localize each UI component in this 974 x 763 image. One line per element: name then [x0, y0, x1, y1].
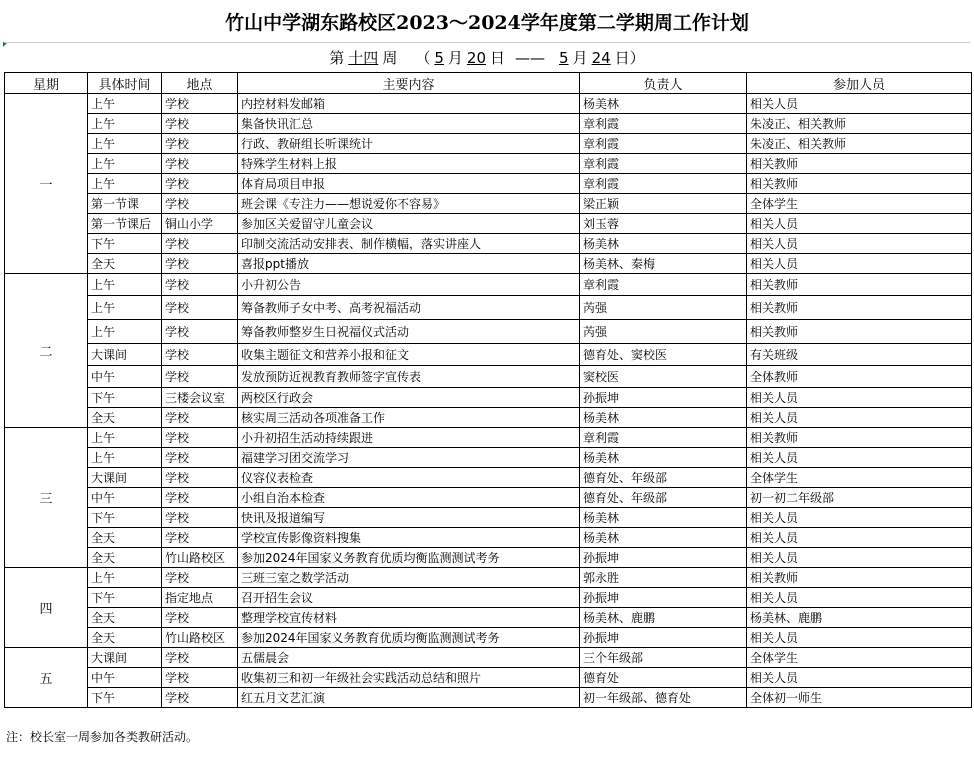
participants-cell: 相关人员 [747, 588, 972, 608]
participants-cell: 相关人员 [747, 508, 972, 528]
table-row [5, 608, 972, 628]
location-cell: 学校 [162, 528, 238, 548]
content-cell: 仪容仪表检查 [238, 468, 580, 488]
owner-cell: 杨美林、鹿鹏 [580, 608, 747, 628]
table-row [5, 648, 972, 668]
owner-cell: 孙振坤 [580, 388, 747, 408]
location-cell: 学校 [162, 488, 238, 508]
day-cell: 一 [5, 94, 88, 274]
table-row [5, 194, 972, 214]
content-cell: 参加2024年国家义务教育优质均衡监测测试考务 [238, 628, 580, 648]
content-cell: 内控材料发邮箱 [238, 94, 580, 114]
content-cell: 快讯及报道编写 [238, 508, 580, 528]
owner-cell: 孙振坤 [580, 628, 747, 648]
content-cell: 参加区关爱留守儿童会议 [238, 214, 580, 234]
owner-cell: 孙振坤 [580, 548, 747, 568]
time-cell: 上午 [88, 174, 162, 194]
close-paren: ） [629, 49, 645, 67]
participants-cell: 全体学生 [747, 648, 972, 668]
end-month: 5 [559, 48, 569, 67]
content-cell: 喜报ppt播放 [238, 254, 580, 274]
owner-cell: 芮强 [580, 320, 747, 344]
participants-cell: 朱凌正、相关教师 [747, 114, 972, 134]
location-cell: 学校 [162, 154, 238, 174]
table-row [5, 588, 972, 608]
start-month: 5 [434, 48, 444, 67]
participants-cell: 全体学生 [747, 468, 972, 488]
location-cell: 学校 [162, 296, 238, 320]
content-cell: 筹备教师整岁生日祝福仪式活动 [238, 320, 580, 344]
header-content: 主要内容 [238, 73, 580, 94]
time-cell: 上午 [88, 568, 162, 588]
participants-cell: 全体初一师生 [747, 688, 972, 708]
participants-cell: 相关教师 [747, 428, 972, 448]
title-text: 竹山中学湖东路校区2023～2024学年度第二学期周工作计划 [225, 11, 749, 34]
time-cell: 全天 [88, 548, 162, 568]
owner-cell: 杨美林 [580, 408, 747, 428]
location-cell: 学校 [162, 668, 238, 688]
location-cell: 学校 [162, 688, 238, 708]
table-row [5, 296, 972, 320]
location-cell: 学校 [162, 366, 238, 388]
participants-cell: 相关人员 [747, 548, 972, 568]
header-day: 星期 [5, 73, 88, 94]
end-day-label: 日 [614, 49, 630, 67]
header-owner: 负责人 [580, 73, 747, 94]
time-cell: 上午 [88, 296, 162, 320]
content-cell: 福建学习团交流学习 [238, 448, 580, 468]
owner-cell: 芮强 [580, 296, 747, 320]
table-row [5, 174, 972, 194]
participants-cell: 相关人员 [747, 628, 972, 648]
table-row [5, 508, 972, 528]
content-cell: 三班三室之数学活动 [238, 568, 580, 588]
participants-cell: 相关教师 [747, 296, 972, 320]
owner-cell: 杨美林 [580, 528, 747, 548]
day-cell: 二 [5, 274, 88, 428]
owner-cell: 梁正颖 [580, 194, 747, 214]
participants-cell: 全体学生 [747, 194, 972, 214]
time-cell: 中午 [88, 366, 162, 388]
content-cell: 小升初公告 [238, 274, 580, 296]
location-cell: 学校 [162, 274, 238, 296]
participants-cell: 有关班级 [747, 344, 972, 366]
participants-cell: 杨美林、鹿鹏 [747, 608, 972, 628]
time-cell: 下午 [88, 388, 162, 408]
table-row [5, 448, 972, 468]
owner-cell: 杨美林 [580, 508, 747, 528]
participants-cell: 相关人员 [747, 388, 972, 408]
time-cell: 中午 [88, 488, 162, 508]
location-cell: 学校 [162, 428, 238, 448]
table-row [5, 254, 972, 274]
location-cell: 学校 [162, 320, 238, 344]
table-row [5, 528, 972, 548]
open-paren: （ [415, 49, 431, 67]
content-cell: 红五月文艺汇演 [238, 688, 580, 708]
owner-cell: 章利霞 [580, 114, 747, 134]
table-row [5, 274, 972, 296]
table-row [5, 234, 972, 254]
time-cell: 下午 [88, 508, 162, 528]
table-row [5, 344, 972, 366]
location-cell: 学校 [162, 194, 238, 214]
content-cell: 班会课《专注力——想说爱你不容易》 [238, 194, 580, 214]
time-cell: 下午 [88, 688, 162, 708]
location-cell: 学校 [162, 134, 238, 154]
owner-cell: 三个年级部 [580, 648, 747, 668]
time-cell: 上午 [88, 448, 162, 468]
content-cell: 小升初招生活动持续跟进 [238, 428, 580, 448]
time-cell: 上午 [88, 320, 162, 344]
location-cell: 铜山小学 [162, 214, 238, 234]
week-suffix: 周 [382, 49, 398, 67]
location-cell: 学校 [162, 234, 238, 254]
owner-cell: 杨美林 [580, 94, 747, 114]
location-cell: 指定地点 [162, 588, 238, 608]
table-row [5, 568, 972, 588]
table-row [5, 408, 972, 428]
time-cell: 上午 [88, 114, 162, 134]
content-cell: 体育局项目申报 [238, 174, 580, 194]
content-cell: 集备快讯汇总 [238, 114, 580, 134]
participants-cell: 相关人员 [747, 94, 972, 114]
day-cell: 五 [5, 648, 88, 708]
participants-cell: 朱凌正、相关教师 [747, 134, 972, 154]
participants-cell: 相关教师 [747, 320, 972, 344]
owner-cell: 窦校医 [580, 366, 747, 388]
table-row [5, 114, 972, 134]
start-day: 20 [466, 48, 486, 67]
day-cell: 三 [5, 428, 88, 568]
end-day: 24 [591, 48, 611, 67]
start-month-label: 月 [447, 49, 463, 67]
content-cell: 小组自治本检查 [238, 488, 580, 508]
schedule-table [4, 72, 972, 708]
table-row [5, 94, 972, 114]
time-cell: 全天 [88, 528, 162, 548]
content-cell: 收集主题征文和营养小报和征文 [238, 344, 580, 366]
content-cell: 核实周三活动各项准备工作 [238, 408, 580, 428]
time-cell: 上午 [88, 154, 162, 174]
owner-cell: 章利霞 [580, 274, 747, 296]
header-row [5, 73, 972, 94]
time-cell: 下午 [88, 588, 162, 608]
table-row [5, 668, 972, 688]
participants-cell: 相关教师 [747, 274, 972, 296]
owner-cell: 杨美林、秦梅 [580, 254, 747, 274]
table-row [5, 388, 972, 408]
time-cell: 第一节课 [88, 194, 162, 214]
content-cell: 参加2024年国家义务教育优质均衡监测测试考务 [238, 548, 580, 568]
participants-cell: 相关教师 [747, 568, 972, 588]
content-cell: 两校区行政会 [238, 388, 580, 408]
location-cell: 学校 [162, 608, 238, 628]
participants-cell: 相关人员 [747, 528, 972, 548]
time-cell: 上午 [88, 274, 162, 296]
content-cell: 行政、教研组长听课统计 [238, 134, 580, 154]
time-cell: 大课间 [88, 648, 162, 668]
table-row [5, 468, 972, 488]
owner-cell: 德育处 [580, 668, 747, 688]
participants-cell: 相关人员 [747, 408, 972, 428]
table-row [5, 628, 972, 648]
location-cell: 学校 [162, 648, 238, 668]
time-cell: 大课间 [88, 468, 162, 488]
table-row [5, 428, 972, 448]
participants-cell: 相关人员 [747, 214, 972, 234]
location-cell: 学校 [162, 448, 238, 468]
week-number: 十四 [348, 49, 379, 67]
location-cell: 三楼会议室 [162, 388, 238, 408]
table-row [5, 320, 972, 344]
participants-cell: 相关人员 [747, 234, 972, 254]
time-cell: 全天 [88, 608, 162, 628]
owner-cell: 孙振坤 [580, 588, 747, 608]
content-cell: 筹备教师子女中考、高考祝福活动 [238, 296, 580, 320]
time-cell: 上午 [88, 428, 162, 448]
location-cell: 学校 [162, 94, 238, 114]
time-cell: 大课间 [88, 344, 162, 366]
table-row [5, 134, 972, 154]
table-row [5, 488, 972, 508]
participants-cell: 相关人员 [747, 254, 972, 274]
location-cell: 学校 [162, 508, 238, 528]
table-row [5, 688, 972, 708]
owner-cell: 初一年级部、德育处 [580, 688, 747, 708]
header-participants: 参加人员 [747, 73, 972, 94]
owner-cell: 德育处、窦校医 [580, 344, 747, 366]
time-cell: 下午 [88, 234, 162, 254]
content-cell: 特殊学生材料上报 [238, 154, 580, 174]
table-row [5, 154, 972, 174]
owner-cell: 德育处、年级部 [580, 468, 747, 488]
table-row [5, 548, 972, 568]
day-cell: 四 [5, 568, 88, 648]
location-cell: 竹山路校区 [162, 628, 238, 648]
location-cell: 学校 [162, 468, 238, 488]
participants-cell: 相关教师 [747, 154, 972, 174]
header-time: 具体时间 [88, 73, 162, 94]
time-cell: 全天 [88, 408, 162, 428]
content-cell: 召开招生会议 [238, 588, 580, 608]
owner-cell: 郭永胜 [580, 568, 747, 588]
header-location: 地点 [162, 73, 238, 94]
page-title [4, 0, 970, 43]
table-row [5, 366, 972, 388]
date-separator: —— [515, 48, 546, 67]
owner-cell: 德育处、年级部 [580, 488, 747, 508]
location-cell: 学校 [162, 174, 238, 194]
participants-cell: 相关教师 [747, 174, 972, 194]
owner-cell: 章利霞 [580, 154, 747, 174]
week-prefix: 第 [329, 49, 345, 67]
start-day-label: 日 [490, 49, 506, 67]
time-cell: 第一节课后 [88, 214, 162, 234]
location-cell: 学校 [162, 344, 238, 366]
footnote: 注：校长室一周参加各类教研活动。 [6, 730, 199, 744]
content-cell: 印制交流活动安排表、制作横幅，落实讲座人 [238, 234, 580, 254]
owner-cell: 杨美林 [580, 234, 747, 254]
content-cell: 整理学校宣传材料 [238, 608, 580, 628]
content-cell: 收集初三和初一年级社会实践活动总结和照片 [238, 668, 580, 688]
content-cell: 学校宣传影像资料搜集 [238, 528, 580, 548]
owner-cell: 章利霞 [580, 428, 747, 448]
location-cell: 竹山路校区 [162, 548, 238, 568]
time-cell: 全天 [88, 254, 162, 274]
owner-cell: 章利霞 [580, 134, 747, 154]
table-row [5, 214, 972, 234]
content-cell: 发放预防近视教育教师签字宣传表 [238, 366, 580, 388]
time-cell: 上午 [88, 94, 162, 114]
location-cell: 学校 [162, 254, 238, 274]
time-cell: 全天 [88, 628, 162, 648]
location-cell: 学校 [162, 568, 238, 588]
content-cell: 五儒晨会 [238, 648, 580, 668]
owner-cell: 章利霞 [580, 174, 747, 194]
participants-cell: 初一初二年级部 [747, 488, 972, 508]
participants-cell: 相关人员 [747, 448, 972, 468]
time-cell: 中午 [88, 668, 162, 688]
participants-cell: 全体教师 [747, 366, 972, 388]
owner-cell: 刘玉蓉 [580, 214, 747, 234]
time-cell: 上午 [88, 134, 162, 154]
week-range [4, 43, 970, 73]
owner-cell: 杨美林 [580, 448, 747, 468]
location-cell: 学校 [162, 408, 238, 428]
end-month-label: 月 [572, 49, 588, 67]
location-cell: 学校 [162, 114, 238, 134]
participants-cell: 相关人员 [747, 668, 972, 688]
